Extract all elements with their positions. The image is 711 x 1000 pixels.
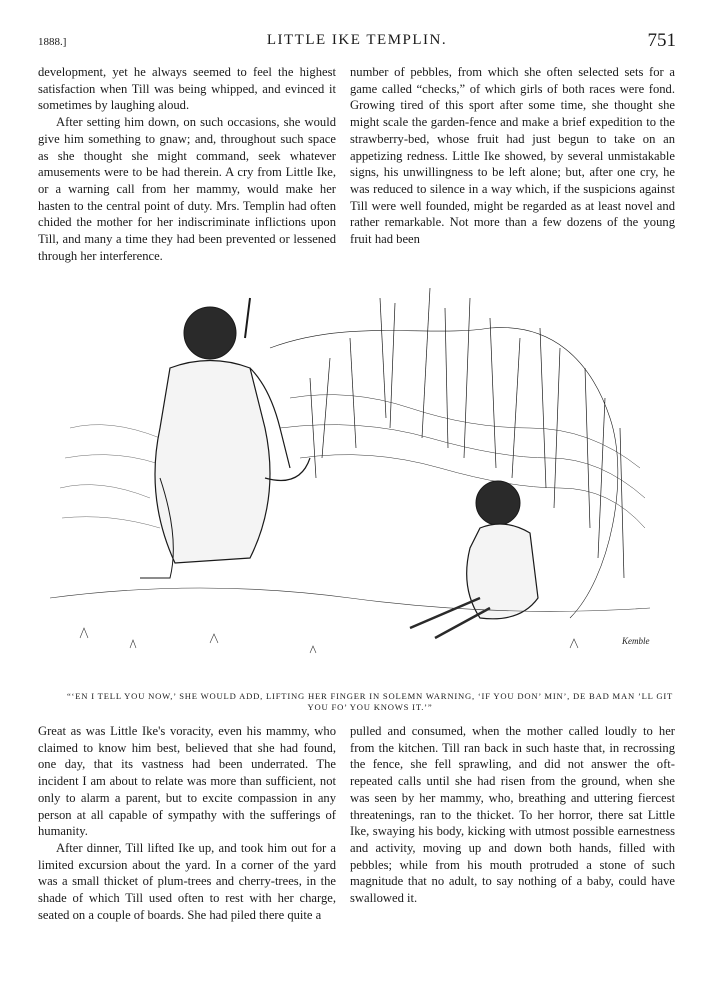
paragraph: After dinner, Till lifted Ike up, and took him out for a limited excursion about the yard. In a corner of the yard was a small thicket of plum-trees and cherry-trees, in the shade of which Till used often to rest with her charge, seated on a couple of boards. She had piled there quite a: [38, 840, 336, 922]
page-header: [38, 32, 676, 54]
artist-signature: Kemble: [622, 636, 650, 646]
ground-grass: [50, 588, 650, 653]
page-number: 751: [647, 30, 676, 51]
figure-baby-sitting: [410, 481, 538, 638]
figure-girl-kneeling: [140, 298, 310, 578]
column-bottom-left: [38, 723, 336, 923]
paragraph: Great as was Little Ike's voracity, even his mammy, who claimed to know him best, believed that she had found, one day, that its vastness had been underrated. The incident I am about to relate was more than sufficient, not only to alarm a parent, but to excite compassion in any person at all capable of sympathy with the sufferings of humanity.: [38, 724, 336, 839]
paragraph: After setting him down, on such occasions, she would give him something to gnaw; and, throughout such space as she thought she might command, seek whatever amusements were to be had therein. A cry from Little Ike, or a warning call from her mammy, would make her hasten to the central point of duty. Mrs. Templin had often chided the mother for her indiscriminate inflictions upon Till, and many a time they had been prevented or lessened through her interference.: [38, 115, 336, 263]
paragraph: number of pebbles, from which she often selected sets for a game called “checks,” of which girls of both races were fond. Growing tired of this sport after some time, she thought she might scale the garden-fence and make a brief expedition to the strawberry-bed, whose fruit had just begun to take on an appetizing redness. Little Ike showed, by several unmistakable signs, his unwillingness to be left alone; but, after one cry, he was reduced to silence in a way which, if the suspicions against Till were well founded, might be regarded as at least novel and rather remarkable. Not more than a few dozens of the young fruit had been: [350, 65, 675, 247]
paragraph: development, yet he always seemed to feel the highest satisfaction when Till was being whipped, and evinced it sometimes by laughing aloud.: [38, 65, 336, 113]
paragraph: pulled and consumed, when the mother called loudly to her from the kitchen. Till ran back in such haste that, in recrossing the fence, she fell sprawling, and did not answer the oft-repeated calls until she had risen from the ground, when she was seen by her mammy, who, breathing and uttering fiercest threatenings, ran to the thicket. To her horror, there sat Little Ike, swaying his body, kicking with utmost possible earnestness and activity, moving up and down both hands, filled with pebbles; while from his mouth protruded a stone of such magnitude that no adult, to say nothing of a baby, could have swallowed it.: [350, 724, 675, 906]
header-year: 1888.]: [38, 36, 67, 48]
column-top-left: [38, 64, 336, 264]
thicket-background: [60, 288, 645, 618]
illustration-caption: “‘EN I TELL YOU NOW,’ SHE WOULD ADD, LIFTING HER FINGER IN SOLEMN WARNING, ‘IF YOU DON’ MIN’, DE BAD MAN ’LL GIT YOU FO’ YOU KNOWS IT.’”: [66, 691, 674, 712]
column-bottom-right: [350, 723, 675, 907]
illustration-children-in-thicket: [50, 278, 650, 688]
column-top-right: [350, 64, 675, 248]
running-title: LITTLE IKE TEMPLIN.: [266, 32, 448, 48]
